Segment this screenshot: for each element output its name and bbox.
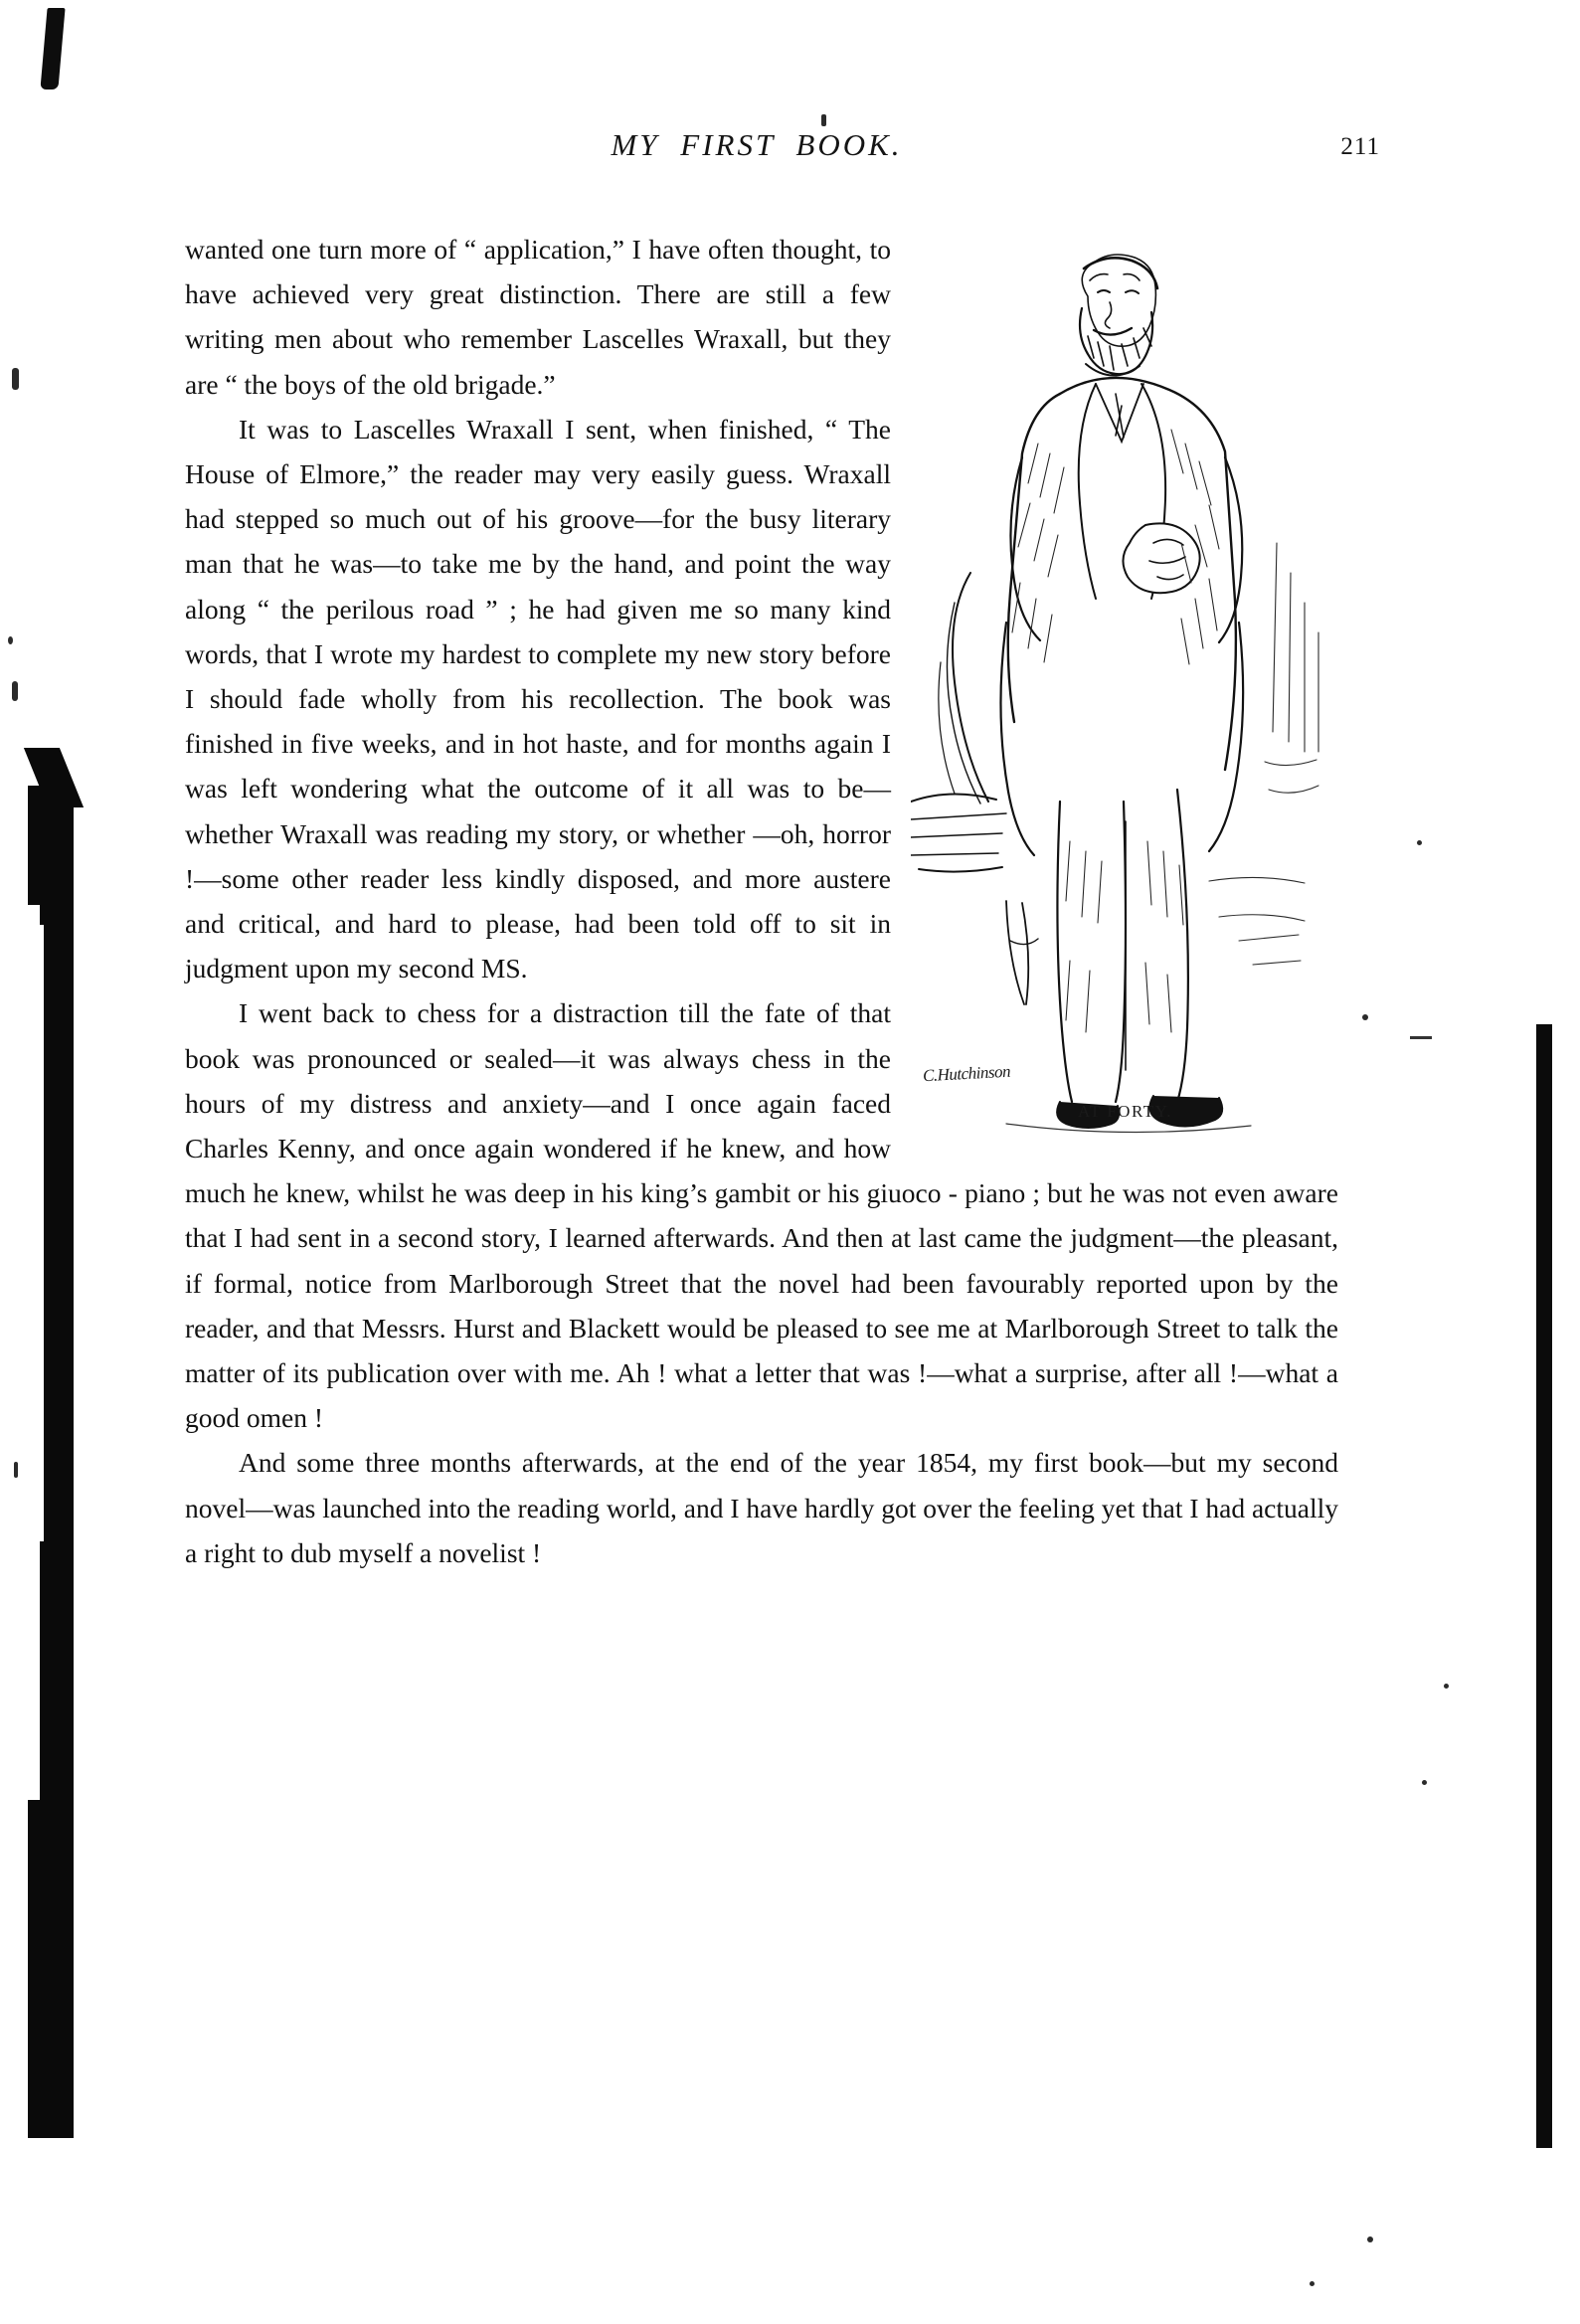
paragraph: It was to Lascelles Wraxall I sent, when finished, “ The House of Elmore,” the reader may very easily guess. Wraxall had stepped so much out of his groove—for the busy literary man that he was—to take me by the hand, and point the way along “ the perilous road ” ; he had given me so many kind words, that I wrote my hardest to complete my new story before I should fade wholly from his recollection. The book was finished in five weeks, and in hot haste, and for months again I was left wondering what the outcome of it all was to be—whether Wraxall was reading my story, or whether —oh, horror !—some other reader less kindly disposed, and more austere and critical, and hard to please, had been told off to sit in judgment upon my second MS. [185, 413, 891, 984]
body-text [185, 227, 1338, 1575]
running-title: MY FIRST BOOK. [611, 127, 903, 162]
page-number: 211 [1340, 133, 1380, 160]
page-header [185, 127, 1380, 163]
engraving-graphic [911, 245, 1338, 1140]
illustration-signature: C.Hutchinson [922, 1061, 1011, 1086]
paragraph: I went back to chess for a distraction till the fate of that book was pronounced or sealed—it was always chess in the hours of my distress and anxiety—and I once again faced Charles Kenny, and once again wondered if he knew, and how much he knew, whilst he was deep in his king’s gambit or his giuoco - piano ; but he was not even aware that I had sent in a second story, I learned afterwards. And then at last came the judgment—the pleasant, if formal, notice from Marlborough Street that the novel had been favourably reported upon by the reader, and that Messrs. Hurst and Blackett would be pleased to see me at Marlborough Street to talk the matter of its publication over with me. Ah ! what a letter that was !—what a surprise, after all !—what a good omen ! [185, 997, 1338, 1434]
illustration-at-forty [911, 245, 1338, 1140]
illustration-caption: AT FORTY. [1078, 1101, 1172, 1121]
paragraph: wanted one turn more of “ application,” I have often thought, to have achieved very great distinction. There are still a few writing men about who remember Lascelles Wraxall, but they are “ the boys of the old brigade.” [185, 234, 891, 400]
paragraph: And some three months afterwards, at the end of the year 1854, my first book—but my second novel—was launched into the reading world, and I have hardly got over the feeling yet that I had actually a right to dub myself a novelist ! [185, 1447, 1338, 1568]
